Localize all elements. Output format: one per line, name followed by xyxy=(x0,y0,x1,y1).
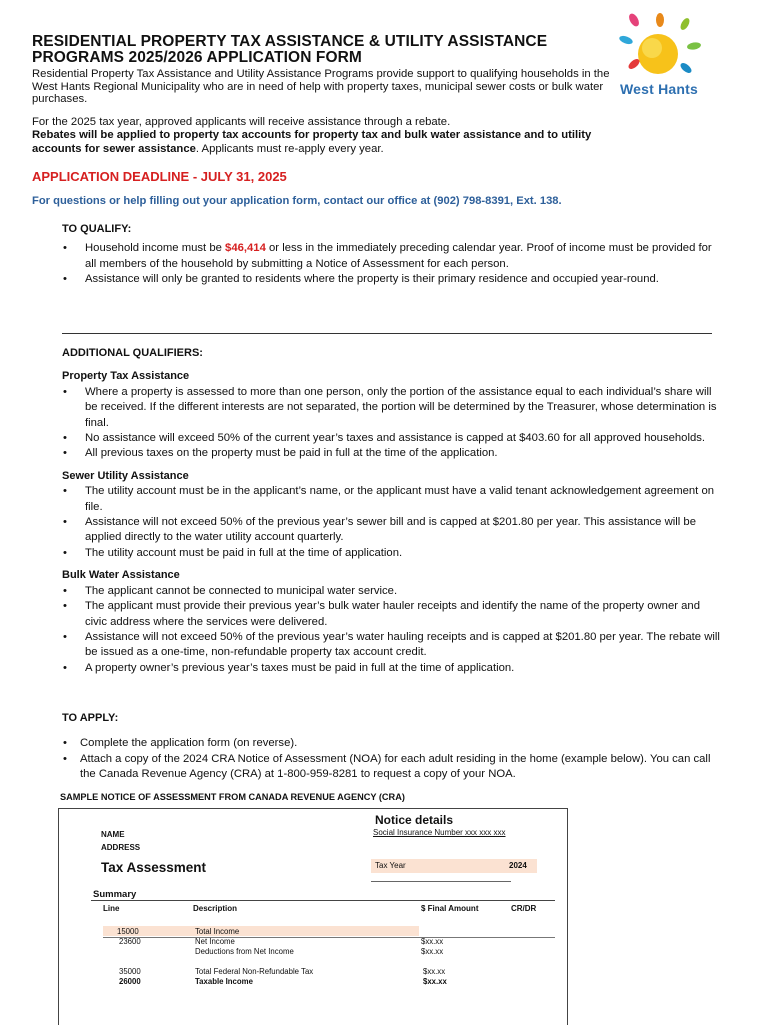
logo-text: West Hants xyxy=(620,81,698,97)
col-header-crdr: CR/DR xyxy=(511,904,537,913)
section-divider xyxy=(62,333,712,334)
row-line: 26000 xyxy=(119,977,141,986)
sample-noa-title: SAMPLE NOTICE OF ASSESSMENT FROM CANADA REVENUE AGENCY (CRA) xyxy=(60,792,405,802)
property-tax-heading: Property Tax Assistance xyxy=(62,370,190,383)
list-item: • The applicant must provide their previous year’s bulk water hauler receipts and identify the name of the property owner and civic address where the services were delivered. xyxy=(62,599,722,630)
sample-notice-of-assessment xyxy=(58,808,568,1025)
contact-info: For questions or help filling out your application form, contact our office at (902) 798-8391, Ext. 138. xyxy=(32,195,562,207)
row-divider xyxy=(103,937,555,938)
additional-qualifiers-section xyxy=(62,346,722,676)
row-line: 15000 xyxy=(117,927,139,936)
list-item: • The utility account must be in the applicant’s name, or the applicant must have a valid tenant acknowledgement agreement on file. xyxy=(62,484,722,515)
address-label: ADDRESS xyxy=(101,843,141,852)
row-amount: $xx.xx xyxy=(421,937,444,946)
list-item: • All previous taxes on the property must be paid in full at the time of the application. xyxy=(62,446,722,461)
rebate-line: For the 2025 tax year, approved applicants will receive assistance through a rebate. xyxy=(32,116,451,128)
list-item xyxy=(62,241,722,272)
notice-details-heading: Notice details xyxy=(375,813,454,827)
rebate-rest-text: . Applicants must re-apply every year. xyxy=(195,142,384,155)
to-qualify-section xyxy=(62,222,722,288)
tax-year-label: Tax Year xyxy=(375,861,406,870)
row-amount: $xx.xx xyxy=(421,947,444,956)
row-line: 35000 xyxy=(119,967,141,976)
sewer-utility-heading: Sewer Utility Assistance xyxy=(62,469,189,482)
to-apply-section xyxy=(62,711,722,783)
row-description: Total Income xyxy=(195,927,240,936)
qualify-item-text-rest: or less in the immediately preceding calendar year. Proof of income must be provided for all members of the household by submitting a Notice of Assessment for each person. xyxy=(85,242,712,270)
row-description: Taxable Income xyxy=(195,977,253,986)
to-apply-heading: TO APPLY: xyxy=(62,712,119,724)
row-line: 23600 xyxy=(119,937,141,946)
sin-field: Social Insurance Number xxx xxx xxx xyxy=(373,828,506,837)
list-item: • The utility account must be paid in full at the time of application. xyxy=(62,546,722,561)
west-hants-logo xyxy=(612,12,724,98)
summary-divider xyxy=(91,900,555,901)
tax-year-row xyxy=(371,859,537,873)
intro-paragraph: Residential Property Tax Assistance and Utility Assistance Programs provide support to qualifying households in the West Hants Regional Municipality who are in need of help with property taxes, municipal sewer costs or bulk water purchases. xyxy=(32,68,610,106)
row-description: Net Income xyxy=(195,937,235,946)
rebate-paragraph xyxy=(32,116,632,156)
tax-year-underline xyxy=(371,881,511,882)
list-item: • Assistance will only be granted to residents where the property is their primary residence and occupied year-round. xyxy=(62,272,722,287)
summary-heading: Summary xyxy=(93,889,137,900)
application-deadline: APPLICATION DEADLINE - JULY 31, 2025 xyxy=(32,169,287,184)
page-title: RESIDENTIAL PROPERTY TAX ASSISTANCE & UTILITY ASSISTANCE PROGRAMS 2025/2026 APPLICATION FORM xyxy=(32,33,548,66)
name-address-block xyxy=(101,828,140,854)
name-label: NAME xyxy=(101,830,125,839)
income-limit-amount: $46,414 xyxy=(225,242,266,255)
col-header-line: Line xyxy=(103,904,120,913)
list-item: • The applicant cannot be connected to municipal water service. xyxy=(62,584,722,599)
to-qualify-heading: TO QUALIFY: xyxy=(62,223,132,235)
list-item: • A property owner’s previous year’s taxes must be paid in full at the time of application. xyxy=(62,661,722,676)
list-item: • Assistance will not exceed 50% of the previous year’s water hauling receipts and is capped at $201.80 per year. The rebate will be issued as a one-time, non-refundable property tax account credit. xyxy=(62,630,722,661)
row-description: Total Federal Non-Refundable Tax xyxy=(195,967,314,976)
list-item: • Assistance will not exceed 50% of the previous year’s sewer bill and is capped at $201.80 per year. This assistance will be applied directly to the water utility account quarterly. xyxy=(62,515,722,546)
list-item: • Attach a copy of the 2024 CRA Notice of Assessment (NOA) for each adult residing in the home (example below). You can call the Canada Revenue Agency (CRA) at 1-800-959-8281 to request a copy of your NOA. xyxy=(62,752,722,783)
col-header-description: Description xyxy=(193,904,238,913)
qualify-item-text: Household income must be xyxy=(85,242,226,255)
tax-year-value: 2024 xyxy=(509,861,527,870)
row-amount: $xx.xx xyxy=(423,977,447,986)
row-description: Deductions from Net Income xyxy=(195,947,294,956)
rebate-bold-text: Rebates will be applied to property tax accounts for property tax and bulk water assistance and to utility accounts for sewer assistance xyxy=(32,129,592,155)
col-header-final-amount: $ Final Amount xyxy=(421,904,479,913)
additional-qualifiers-heading: ADDITIONAL QUALIFIERS: xyxy=(62,347,203,359)
highlight-row xyxy=(103,926,419,936)
tax-assessment-heading: Tax Assessment xyxy=(101,860,207,875)
list-item: • No assistance will exceed 50% of the current year’s taxes and assistance is capped at $403.60 for all approved households. xyxy=(62,431,722,446)
row-amount: $xx.xx xyxy=(423,967,446,976)
list-item: • Where a property is assessed to more than one person, only the portion of the assistance equal to each individual’s share will be received. If the different interests are not separated, the portion will be determined by the Treasurer, whose determination is final. xyxy=(62,385,722,431)
sun-logo-icon xyxy=(612,12,724,82)
bulk-water-heading: Bulk Water Assistance xyxy=(62,569,180,582)
list-item: • Complete the application form (on reverse). xyxy=(62,736,722,751)
